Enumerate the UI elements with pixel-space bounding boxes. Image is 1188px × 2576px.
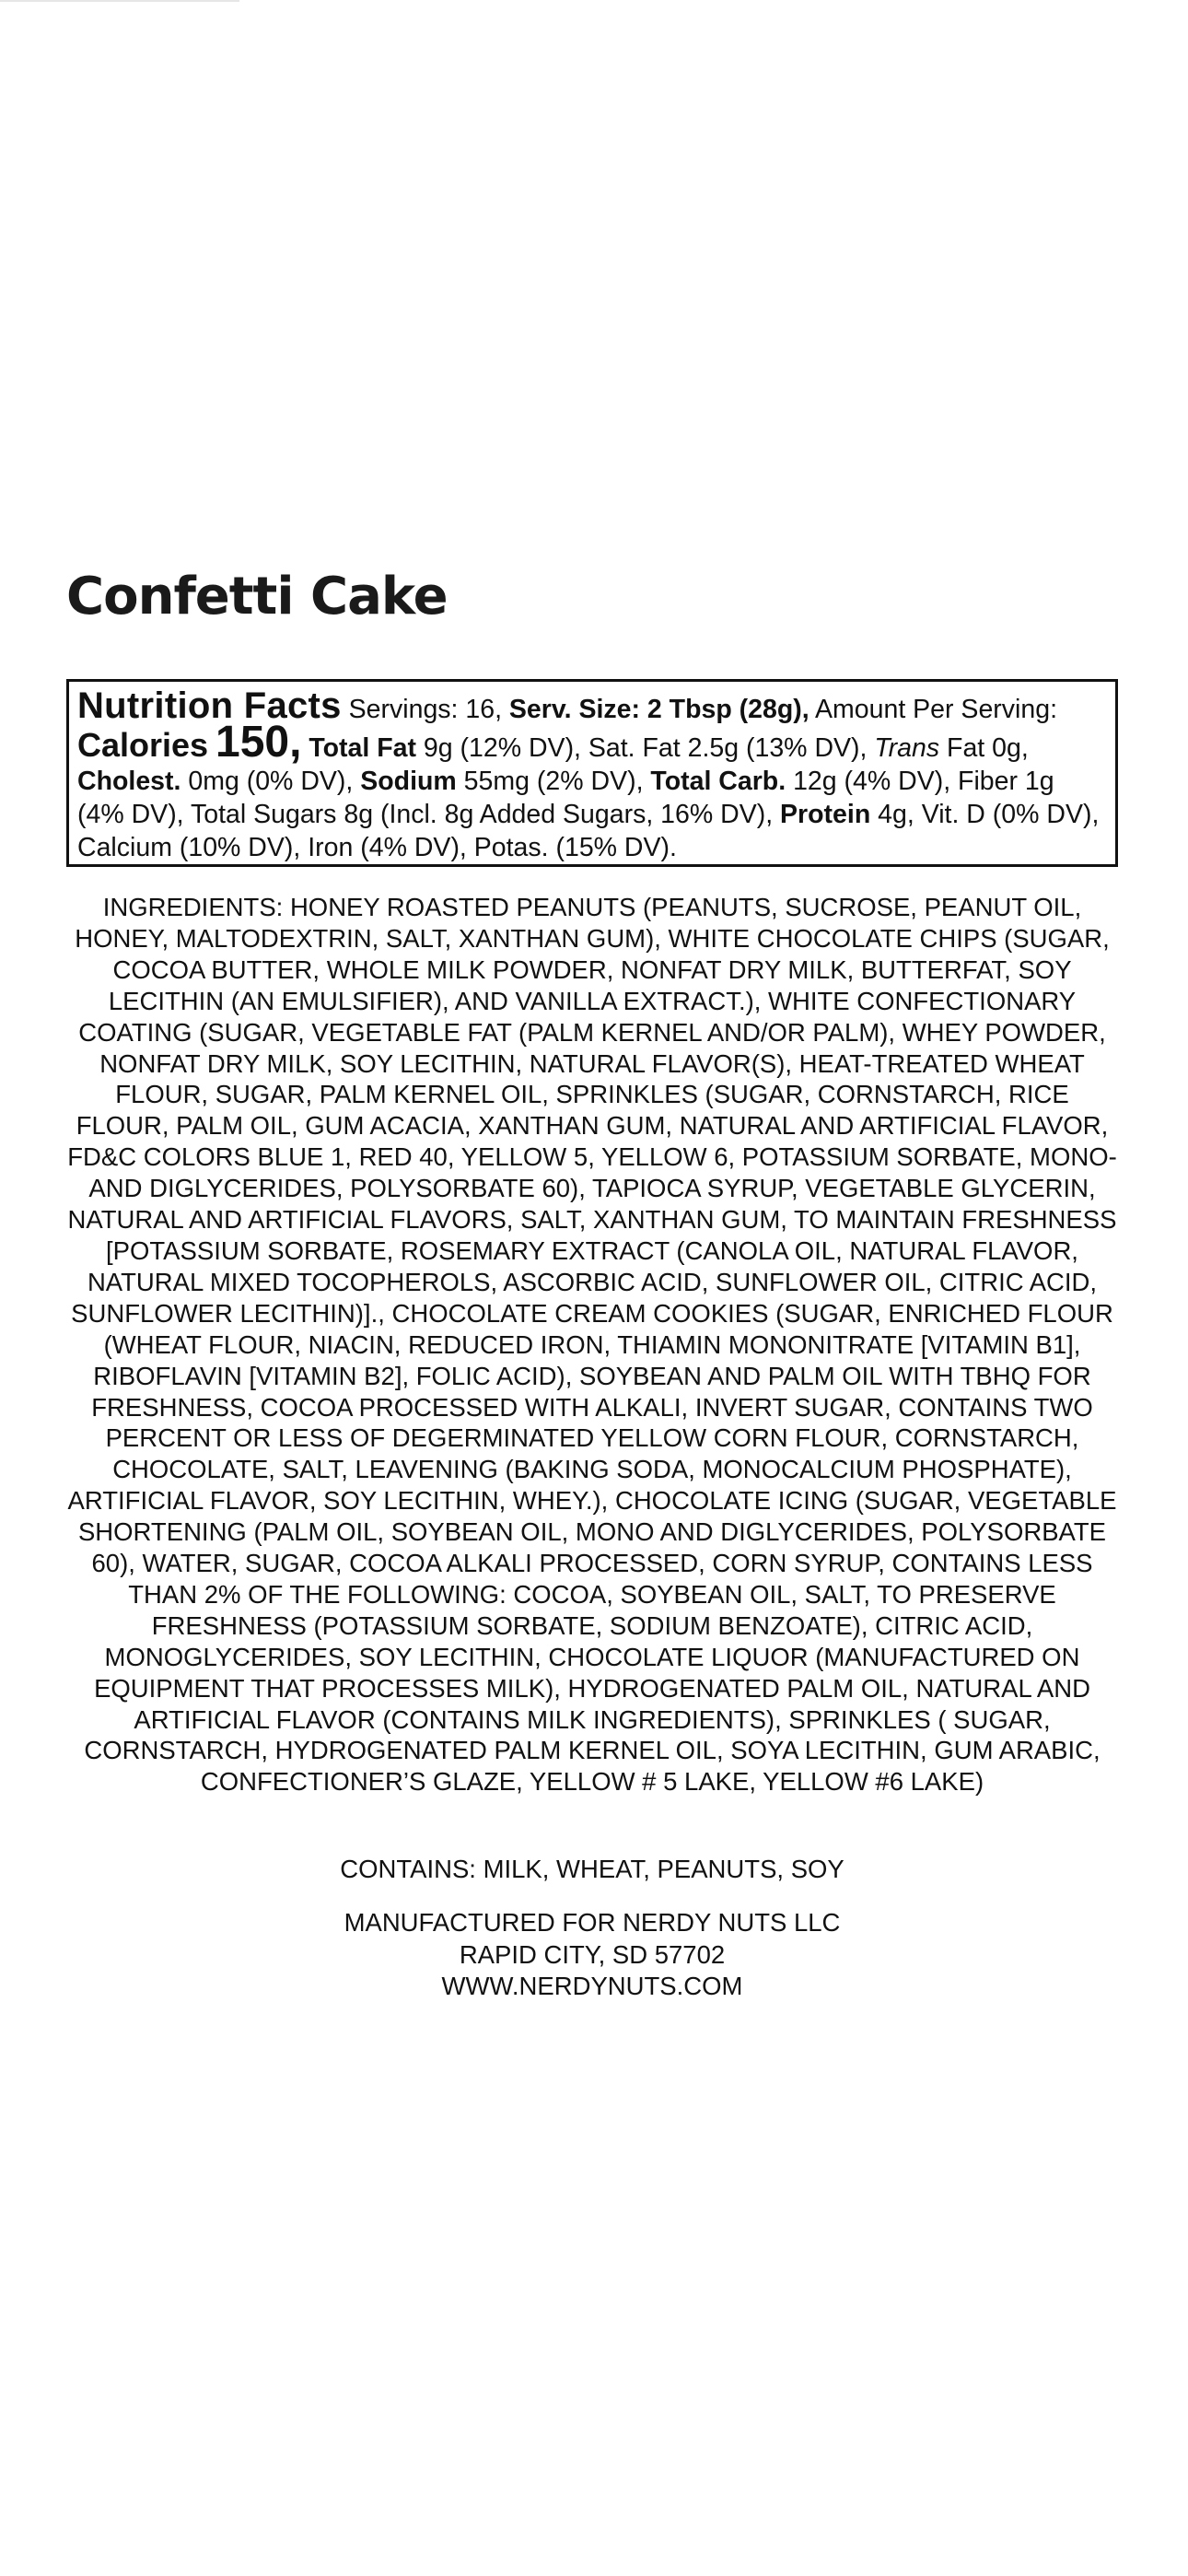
manufacturer-info [66,1907,1118,2003]
nutrition-facts-panel [66,679,1118,867]
total-carb-label: Total Carb. [650,767,786,796]
nutrition-facts-heading: Nutrition Facts [77,685,342,726]
manufacturer-address: RAPID CITY, SD 57702 [459,1939,726,1969]
total-carb-value: 12g (4% DV), Fiber 1g (4% DV), Total Sugars 8g (Incl. 8g Added Sugars, 16% DV), [77,767,1054,829]
total-fat-label: Total Fat [309,733,416,763]
cholesterol-label: Cholest. [77,767,181,796]
amount-per-serving-text: Amount Per Serving: [815,695,1057,724]
serving-size-value: 2 Tbsp (28g), [646,695,809,724]
servings-text: Servings: 16, [348,695,502,724]
sodium-value: 55mg (2% DV), [463,767,644,796]
serving-size-label: Serv. Size: [508,695,640,724]
protein-value: 4g, Vit. D (0% DV), Calcium (10% DV), Iron (4% DV), Potas. (15% DV). [77,800,1100,862]
protein-label: Protein [780,800,871,829]
manufacturer-name: MANUFACTURED FOR NERDY NUTS LLC [344,1908,841,1937]
trans-label: Trans [874,733,940,763]
product-title: Confetti Cake [66,567,448,626]
total-fat-value: 9g (12% DV), Sat. Fat 2.5g (13% DV), [423,733,868,763]
top-divider [0,0,239,2]
manufacturer-website: WWW.NERDYNUTS.COM [441,1972,743,2000]
sodium-label: Sodium [360,767,457,796]
ingredients-text: INGREDIENTS: HONEY ROASTED PEANUTS (PEANUTS, SUCROSE, PEANUT OIL, HONEY, MALTODEXTRIN, SALT, XANTHAN GUM), WHITE CHOCOLATE CHIPS (SUGAR, COCOA BUTTER, WHOLE MILK POWDER, NONFAT DRY MILK, BUTTERFAT, SOY LECITHIN (AN EMULSIFIER), AND VANILLA EXTRACT.), WHITE CONFECTIONARY COATING (SUGAR, VEGETABLE FAT (PALM KERNEL AND/OR PALM), WHEY POWDER, NONFAT DRY MILK, SOY LECITHIN, NATURAL FLAVOR(S), HEAT-TREATED WHEAT FLOUR, SUGAR, PALM KERNEL OIL, SPRINKLES (SUGAR, CORNSTARCH, RICE FLOUR, PALM OIL, GUM ACACIA, XANTHAN GUM, NATURAL AND ARTIFICIAL FLAVOR, FD&C COLORS BLUE 1, RED 40, YELLOW 5, YELLOW 6, POTASSIUM SORBATE, MONO-AND DIGLYCERIDES, POLYSORBATE 60), TAPIOCA SYRUP, VEGETABLE GLYCERIN, NATURAL AND ARTIFICIAL FLAVORS, SALT, XANTHAN GUM, TO MAINTAIN FRESHNESS [POTASSIUM SORBATE, ROSEMARY EXTRACT (CANOLA OIL, NATURAL FLAVOR, NATURAL MIXED TOCOPHEROLS, ASCORBIC ACID, SUNFLOWER OIL, CITRIC ACID, SUNFLOWER LECITHIN)]., CHOCOLATE CREAM COOKIES (SUGAR, ENRICHED FLOUR (WHEAT FLOUR, NIACIN, REDUCED IRON, THIAMIN MONONITRATE [VITAMIN B1], RIBOFLAVIN [VITAMIN B2], FOLIC ACID), SOYBEAN AND PALM OIL WITH TBHQ FOR FRESHNESS, COCOA PROCESSED WITH ALKALI, INVERT SUGAR, CONTAINS TWO PERCENT OR LESS OF DEGERMINATED YELLOW CORN FLOUR, CORNSTARCH, CHOCOLATE, SALT, LEAVENING (BAKING SODA, MONOCALCIUM PHOSPHATE), ARTIFICIAL FLAVOR, SOY LECITHIN, WHEY.), CHOCOLATE ICING (SUGAR, VEGETABLE SHORTENING (PALM OIL, SOYBEAN OIL, MONO AND DIGLYCERIDES, POLYSORBATE 60), WATER, SUGAR, COCOA ALKALI PROCESSED, CORN SYRUP, CONTAINS LESS THAN 2% OF THE FOLLOWING: COCOA, SOYBEAN OIL, SALT, TO PRESERVE FRESHNESS (POTASSIUM SORBATE, SODIUM BENZOATE), CITRIC ACID, MONOGLYCERIDES, SOY LECITHIN, CHOCOLATE LIQUOR (MANUFACTURED ON EQUIPMENT THAT PROCESSES MILK), HYDROGENATED PALM OIL, NATURAL AND ARTIFICIAL FLAVOR (CONTAINS MILK INGREDIENTS), SPRINKLES ( SUGAR, CORNSTARCH, HYDROGENATED PALM KERNEL OIL, SOYA LECITHIN, GUM ARABIC, CONFECTIONER’S GLAZE, YELLOW # 5 LAKE, YELLOW #6 LAKE) [67,893,1117,1797]
calories-value: 150, [215,718,302,767]
cholesterol-value: 0mg (0% DV), [188,767,354,796]
allergen-statement: CONTAINS: MILK, WHEAT, PEANUTS, SOY [340,1855,844,1883]
calories-label: Calories [77,726,209,764]
trans-fat-value: Fat 0g, [947,733,1029,763]
